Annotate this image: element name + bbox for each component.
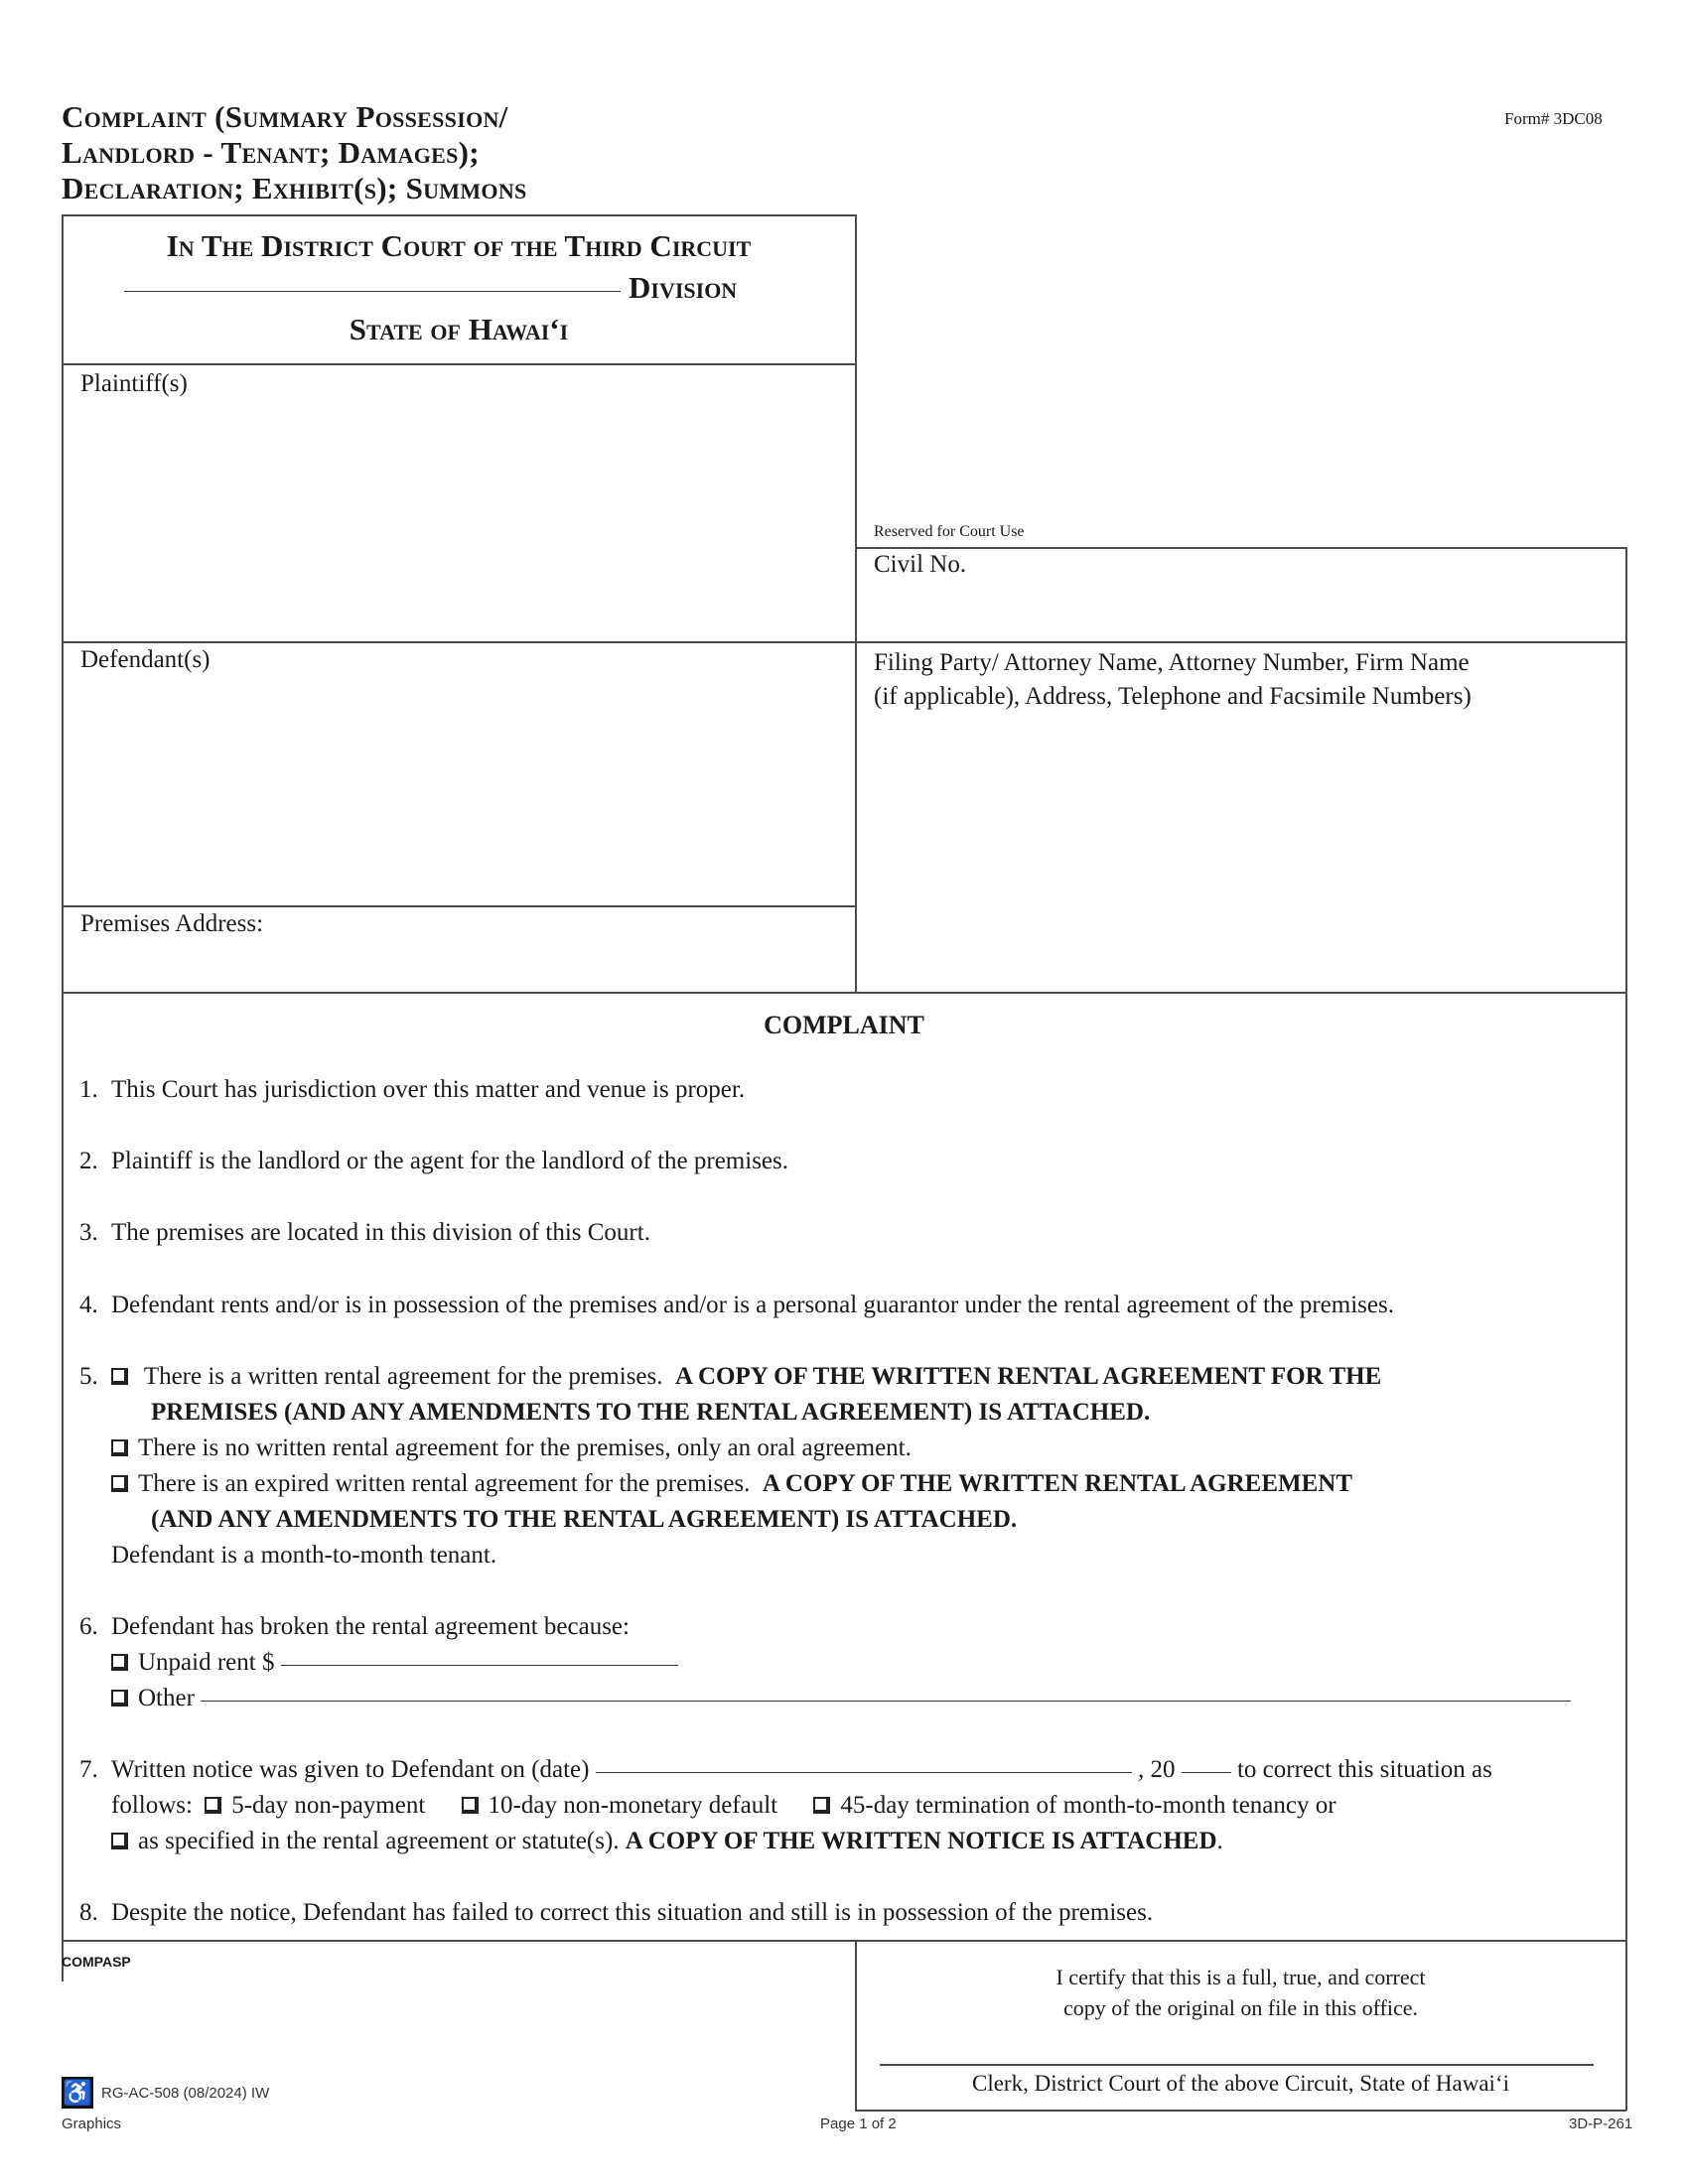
follows-label: follows: (111, 1792, 193, 1819)
revision-code: RG-AC-508 (08/2024) IW (101, 2085, 270, 2102)
graphics-label: Graphics (62, 2116, 122, 2132)
form-code: 3D-P-261 (1569, 2116, 1633, 2132)
clerk-signature-line (880, 2064, 1594, 2066)
state-name: State of Hawai‘i (349, 312, 569, 346)
form-title-line-3: Declaration; Exhibit(s); Summons (62, 171, 527, 205)
oral-agreement-checkbox[interactable] (111, 1439, 128, 1456)
defendants-label: Defendant(s) (80, 646, 211, 673)
ten-day-checkbox[interactable] (462, 1797, 479, 1814)
paragraph-text: Plaintiff is the landlord or the agent for the landlord of the premises. (111, 1148, 789, 1174)
notice-attached-text: A COPY OF THE WRITTEN NOTICE IS ATTACHED (625, 1828, 1217, 1854)
paragraph-number: 7. (79, 1756, 98, 1783)
unpaid-rent-amount-field[interactable] (281, 1647, 678, 1666)
oral-agreement-text: There is no written rental agreement for the premises, only an oral agreement. (138, 1434, 912, 1461)
forty-five-day-label: 45-day termination of month-to-month tenancy or (840, 1792, 1336, 1819)
paragraph-number: 1. (79, 1076, 98, 1103)
paragraph-2 (79, 1144, 1609, 1179)
notice-attached-period: . (1216, 1828, 1223, 1854)
paragraph-4 (79, 1288, 1628, 1323)
written-agreement-attached-notice-a: A COPY OF THE WRITTEN RENTAL AGREEMENT FOR THE (675, 1363, 1382, 1390)
month-to-month-text: Defendant is a month-to-month tenant. (111, 1542, 497, 1569)
paragraph-text: Despite the notice, Defendant has failed to correct this situation and still is in possession of the premises. (111, 1899, 1154, 1926)
expired-agreement-attached-notice-a: A COPY OF THE WRITTEN RENTAL AGREEMENT (762, 1470, 1352, 1497)
notice-year-prefix: , 20 (1137, 1756, 1176, 1783)
court-heading: In The District Court of the Third Circuit (166, 228, 752, 263)
written-agreement-checkbox[interactable] (111, 1368, 128, 1385)
paragraph-text: Defendant rents and/or is in possession of the premises and/or is a personal guarantor under the rental agreement of the premises. (111, 1292, 1394, 1318)
certification-text (856, 1962, 1625, 2023)
caption-bottom-border (62, 992, 1626, 994)
paragraph-3 (79, 1215, 1609, 1251)
plaintiffs-label: Plaintiff(s) (80, 370, 188, 397)
filing-party-line-1: Filing Party/ Attorney Name, Attorney Number, Firm Name (874, 649, 1470, 676)
complaint-title: COMPLAINT (764, 1011, 924, 1039)
complaint-bottom-border (62, 1940, 1626, 1942)
form-short-code: COMPASP (62, 1954, 131, 1970)
form-title (62, 99, 776, 206)
as-specified-checkbox[interactable] (111, 1833, 128, 1849)
five-day-checkbox[interactable] (205, 1797, 221, 1814)
unpaid-rent-label: Unpaid rent $ (138, 1649, 275, 1676)
paragraph-text: Defendant has broken the rental agreement because: (111, 1613, 630, 1640)
form-title-line-1: Complaint (Summary Possession/ (62, 99, 508, 134)
caption-left-border (62, 214, 64, 1981)
paragraph-number: 8. (79, 1899, 98, 1926)
paragraph-8 (79, 1895, 1609, 1931)
expired-agreement-text: There is an expired written rental agreement for the premises. (138, 1470, 751, 1497)
certification-line-2: copy of the original on file in this office. (1062, 1995, 1418, 2020)
paragraph-number: 3. (79, 1219, 98, 1246)
defendant-box-bottom-border (62, 905, 856, 907)
certify-box-right-border (1625, 1940, 1627, 2111)
paragraph-number: 4. (79, 1292, 98, 1318)
paragraph-number: 6. (79, 1613, 98, 1640)
reserved-for-court-use-label: Reserved for Court Use (874, 523, 1025, 540)
five-day-label: 5-day non-payment (231, 1792, 426, 1819)
paragraph-number: 2. (79, 1148, 98, 1174)
paragraph-number: 5. (79, 1363, 98, 1390)
form-number: Form# 3DC08 (1504, 109, 1603, 128)
unpaid-rent-checkbox[interactable] (111, 1654, 128, 1671)
other-reason-label: Other (138, 1685, 195, 1711)
division-blank[interactable] (124, 291, 621, 292)
expired-agreement-attached-notice-b: (AND ANY AMENDMENTS TO THE RENTAL AGREEMENT) IS ATTACHED. (151, 1506, 1018, 1533)
notice-date-label: Written notice was given to Defendant on (date) (111, 1756, 590, 1783)
written-agreement-attached-notice-b: PREMISES (AND ANY AMENDMENTS TO THE RENTAL AGREEMENT) IS ATTACHED. (151, 1399, 1151, 1426)
paragraph-7 (79, 1752, 1628, 1859)
division-row (124, 270, 737, 306)
premises-address-label: Premises Address: (80, 910, 264, 937)
page-number: Page 1 of 2 (820, 2116, 897, 2132)
forty-five-day-checkbox[interactable] (813, 1797, 830, 1814)
paragraph-6 (79, 1609, 1609, 1716)
accessibility-icon: ♿ (62, 2077, 93, 2109)
filing-party-label (874, 646, 1472, 714)
civil-no-label: Civil No. (874, 551, 967, 578)
caption-top-border (62, 214, 856, 216)
written-agreement-text: There is a written rental agreement for the premises. (143, 1363, 663, 1390)
paragraph-text: The premises are located in this division of this Court. (111, 1219, 650, 1246)
as-specified-label: as specified in the rental agreement or statute(s). (138, 1828, 620, 1854)
court-box-bottom-border (62, 363, 856, 365)
paragraph-1 (79, 1072, 1609, 1108)
certification-line-1: I certify that this is a full, true, and correct (1055, 1965, 1426, 1989)
paragraph-5 (79, 1359, 1609, 1573)
plaintiff-box-bottom-border (62, 641, 1626, 643)
paragraph-text: This Court has jurisdiction over this matter and venue is proper. (111, 1076, 746, 1103)
notice-year-field[interactable] (1182, 1754, 1231, 1773)
reserved-box-top-border (855, 547, 1626, 549)
notice-correct-text: to correct this situation as (1236, 1756, 1492, 1783)
other-reason-field[interactable] (201, 1683, 1571, 1702)
clerk-signature-caption: Clerk, District Court of the above Circuit, State of Hawai‘i (971, 2071, 1509, 2096)
other-reason-checkbox[interactable] (111, 1690, 128, 1706)
form-title-line-2: Landlord - Tenant; Damages); (62, 135, 480, 170)
certify-box-bottom-border (855, 2110, 1626, 2112)
filing-party-line-2: (if applicable), Address, Telephone and Facsimile Numbers) (874, 683, 1472, 710)
expired-agreement-checkbox[interactable] (111, 1475, 128, 1492)
notice-date-field[interactable] (596, 1754, 1132, 1773)
division-label: Division (629, 270, 738, 305)
ten-day-label: 10-day non-monetary default (488, 1792, 778, 1819)
